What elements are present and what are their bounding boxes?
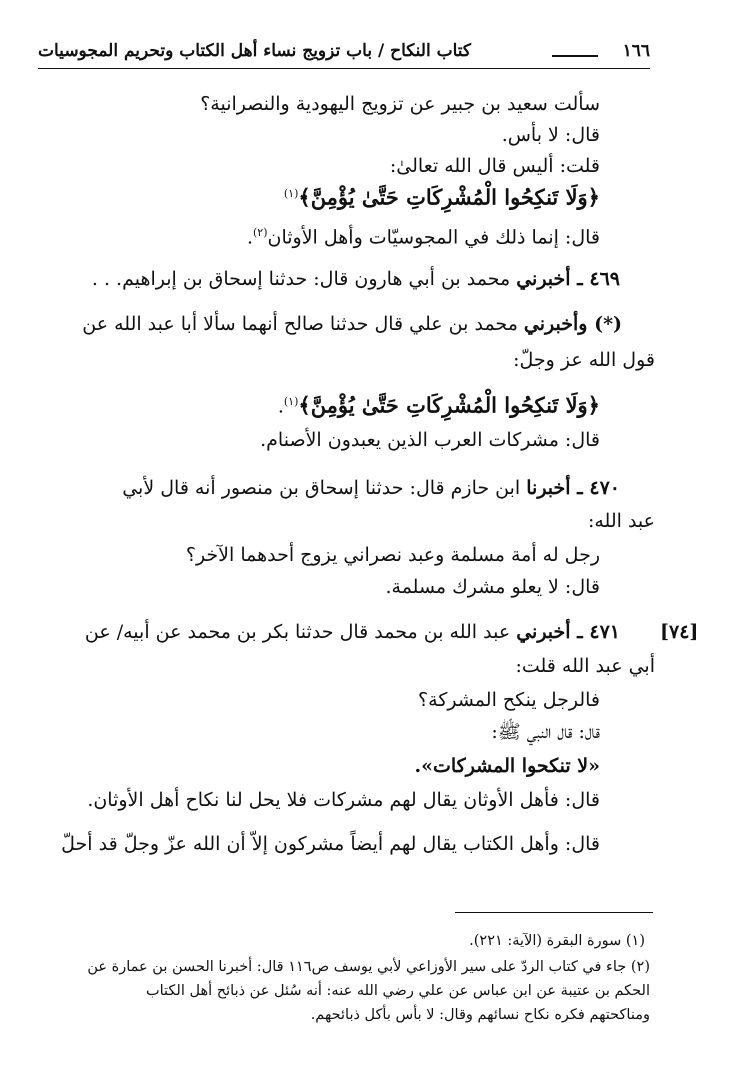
narration-text: محمد بن أبي هارون قال: حدثنا إسحاق بن إبراهيم. . . [91,268,517,290]
running-header [38,36,650,66]
header-dash [552,55,598,57]
narration-star [82,310,622,338]
narration-label: ٤٧١ ـ أخبرني [516,621,620,643]
text-line: قال: قال النبي ﷺ: [491,721,600,743]
footnote-ref: (١) [283,187,299,200]
footnote-1: (١) سورة البقرة (الآية: ٢٢١). [469,933,645,949]
narration-text: ابن حازم قال: حدثنا إسحاق بن منصور أنه قال لأبي [122,477,527,499]
footnote-rule [455,912,653,913]
margin-page-ref: [٧٤] [660,621,699,643]
text-line: قال: فأهل الأوثان يقال لهم مشركات فلا يحل لنا نكاح أهل الأوثان. [87,789,600,811]
narration-label: ٤٦٩ ـ أخبرني [516,268,620,290]
text-line: قال: مشركات العرب الذين يعبدون الأصنام. [260,429,600,451]
text-line: قول الله عز وجلّ: [513,349,655,371]
text-line: سألت سعيد بن جبير عن تزويج اليهودية والنصرانية؟ [200,93,600,115]
quran-verse-line [278,388,600,420]
header-title: كتاب النكاح / باب تزويج نساء أهل الكتاب وتحريم المجوسيات [38,41,472,61]
quran-verse-line [284,180,600,212]
text-span: . [246,226,253,249]
narration-469 [92,265,620,293]
text-line: أبي عبد الله قلت: [515,655,655,677]
hadith-quote: «لا تنكحوا المشركات». [414,755,600,777]
text-span: قال: إنما ذلك في المجوسيّات وأهل الأوثان [267,226,600,249]
text-line [247,219,600,251]
narration-470 [122,474,620,502]
text-line: عبد الله: [587,510,655,532]
narration-label: (*) وأخبرني [523,313,622,335]
text-line: قال: لا بأس. [501,124,600,146]
narration-471 [85,618,620,646]
page-number: ١٦٦ [622,41,650,61]
narration-text: محمد بن علي قال حدثنا صالح أنهما سألا أبا عبد الله عن [82,313,524,335]
header-rule [38,68,650,69]
footnote-2-line-3: ومناكحتهم فكره نكاح نسائهم وقال: لا بأس بأكل ذبائحهم. [310,1007,650,1023]
quran-verse: ﴿وَلَا تَنكِحُوا الْمُشْرِكَاتِ حَتَّىٰ يُؤْمِنَّ﴾ [298,392,600,418]
footnote-ref: (٢) [253,226,268,239]
text-line: قال: لا يعلو مشرك مسلمة. [385,576,600,598]
narration-label: ٤٧٠ ـ أخبرنا [526,477,620,499]
text-line: رجل له أمة مسلمة وعبد نصراني يزوج أحدهما الآخر؟ [185,544,600,566]
quran-verse: ﴿وَلَا تَنكِحُوا الْمُشْرِكَاتِ حَتَّىٰ يُؤْمِنَّ﴾ [298,184,600,210]
footnote-2-line-1: (٢) جاء في كتاب الردّ على سير الأوزاعي لأبي يوسف ص١١٦ قال: أخبرنا الحسن بن عمارة عن [87,959,650,975]
footnote-2-line-2: الحكم بن عتيبة عن ابن عباس عن علي رضي الله عنه: أنه سُئل عن ذبائح أهل الكتاب [145,983,650,999]
narration-text: عبد الله بن محمد قال حدثنا بكر بن محمد عن أبيه/ عن [84,621,517,643]
text-span: . [277,395,284,418]
text-line: قال: وأهل الكتاب يقال لهم أيضاً مشركون إلاّ أن الله عزّ وجلّ قد أحلّ [61,833,600,855]
text-line: فالرجل ينكح المشركة؟ [418,689,600,711]
text-line: قلت: أليس قال الله تعالىٰ: [389,155,600,177]
footnote-ref: (١) [283,395,299,408]
